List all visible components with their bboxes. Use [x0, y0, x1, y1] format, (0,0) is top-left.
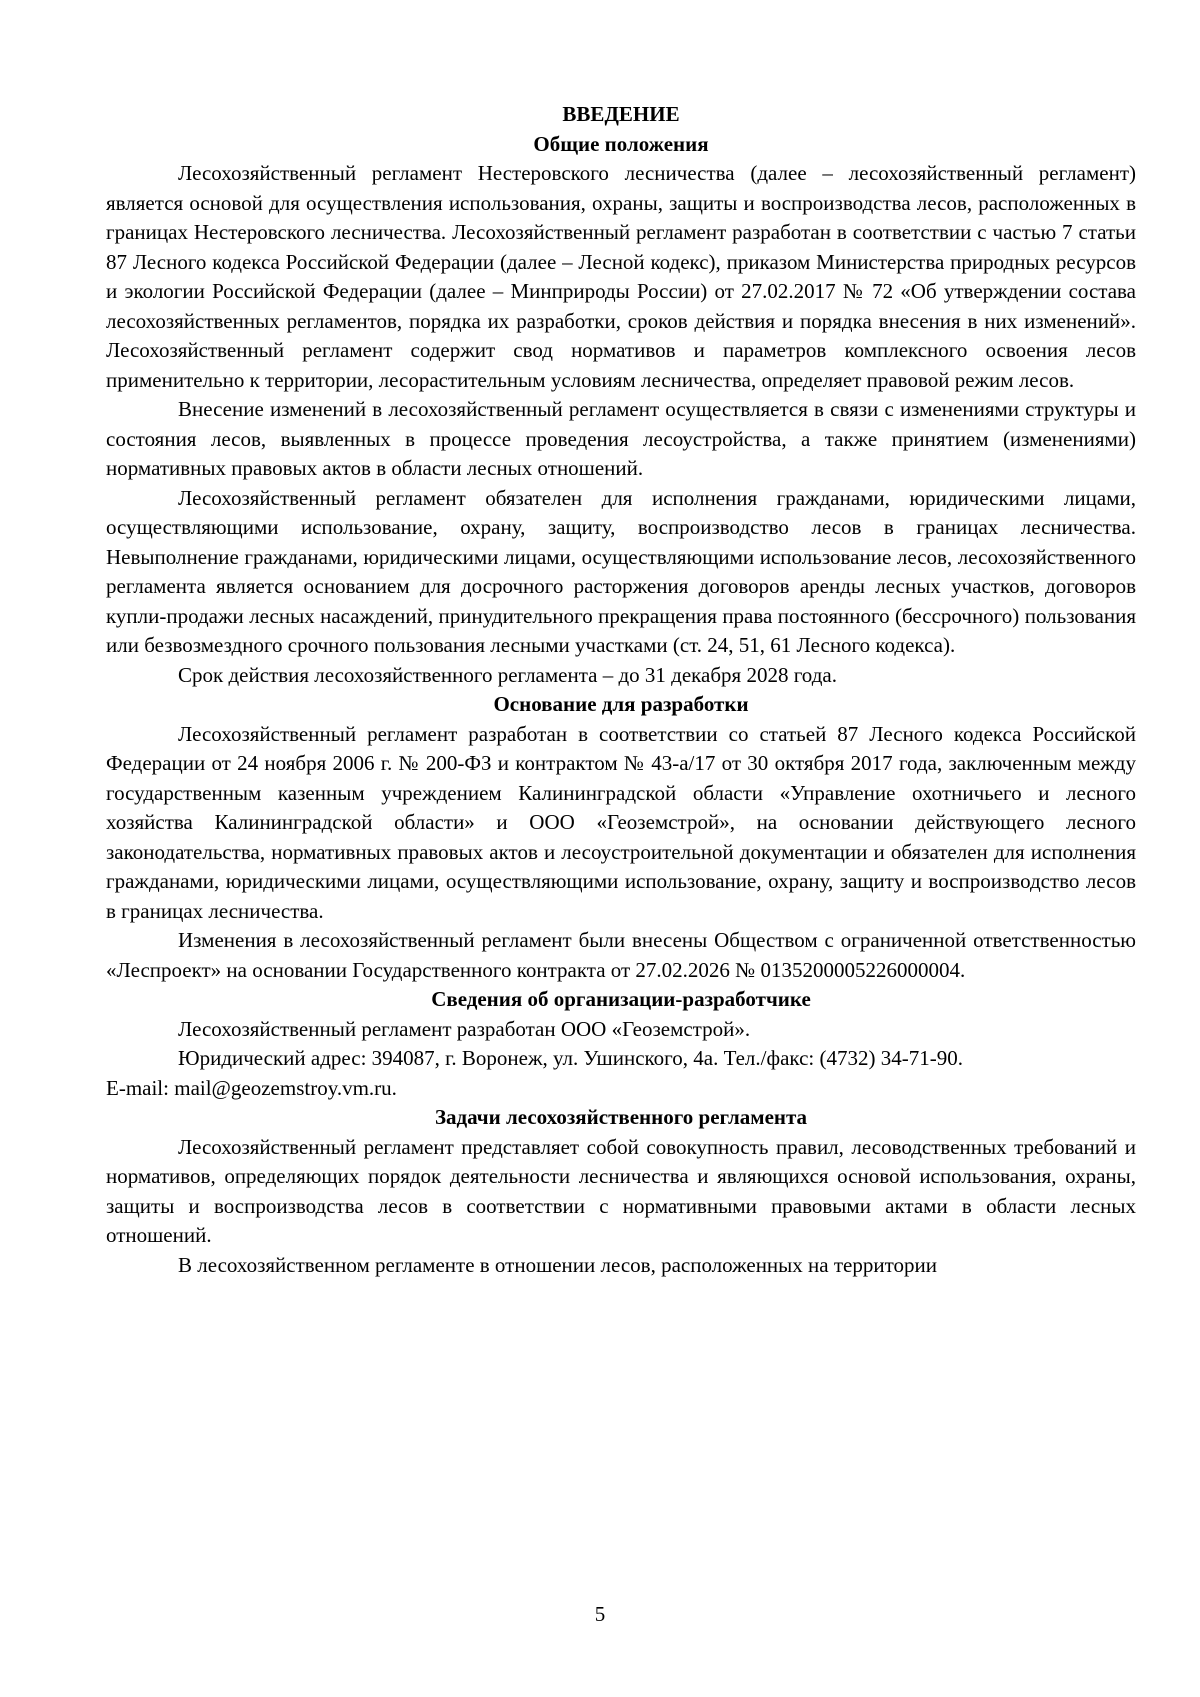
paragraph: Лесохозяйственный регламент разработан в соответствии со статьей 87 Лесного кодекса Российской Федерации от 24 ноября 2006 г. № 200-ФЗ и контрактом № 43-а/17 от 30 октября 2017 года, заключенным между государственным казенным учреждением Калининградской области «Управление охотничьего и лесного хозяйства Калининградской области» и ООО «Геоземстрой», на основании действующего лесного законодательства, нормативных правовых актов и лесоустроительной документации и обязателен для исполнения гражданами, юридическими лицами, осуществляющими использование, охрану, защиту и воспроизводство лесов в границах лесничества. [106, 721, 1136, 923]
section-heading-general: Общие положения [533, 131, 709, 156]
paragraph: Внесение изменений в лесохозяйственный регламент осуществляется в связи с изменениями структуры и состояния лесов, выявленных в процессе проведения лесоустройства, а также принятием (изменениями) нормативных правовых актов в области лесных отношений. [106, 397, 1136, 480]
paragraph: Юридический адрес: 394087, г. Воронеж, ул. Ушинского, 4а. Тел./факс: (4732) 34-71-90. [178, 1046, 963, 1070]
section-heading-tasks: Задачи лесохозяйственного регламента [434, 1105, 808, 1129]
paragraph: Срок действия лесохозяйственного регламента – до 31 декабря 2028 года. [178, 662, 837, 687]
paragraph: В лесохозяйственном регламенте в отношении лесов, расположенных на территории [178, 1252, 937, 1277]
email-line: E-mail: mail@geozemstroy.vm.ru. [106, 1075, 397, 1100]
section-heading-basis: Основание для разработки [493, 692, 749, 716]
page-number: 5 [594, 1602, 606, 1626]
section-heading-developer: Сведения об организации-разработчике [431, 987, 811, 1011]
document-title: ВВЕДЕНИЕ [562, 102, 680, 126]
page-content [106, 100, 1136, 1280]
paragraph: Лесохозяйственный регламент разработан ООО «Геоземстрой». [178, 1016, 751, 1041]
paragraph: Лесохозяйственный регламент Нестеровского лесничества (далее – лесохозяйственный регламент) является основой для осуществления использования, охраны, защиты и воспроизводства лесов, расположенных в границах Нестеровского лесничества. Лесохозяйственный регламент разработан в соответствии с частью 7 статьи 87 Лесного кодекса Российской Федерации (далее – Лесной кодекс), приказом Министерства природных ресурсов и экологии Российской Федерации (далее – Минприроды России) от 27.02.2017 № 72 «Об утверждении состава лесохозяйственных регламентов, порядка их разработки, сроков действия и порядка внесения в них изменений». Лесохозяйственный регламент содержит свод нормативов и параметров комплексного освоения лесов применительно к территории, лесорастительным условиям лесничества, определяет правовой режим лесов. [106, 161, 1136, 392]
paragraph: Изменения в лесохозяйственный регламент были внесены Обществом с ограниченной ответственностью «Леспроект» на основании Государственного контракта от 27.02.2026 № 0135200005226000004. [106, 928, 1136, 982]
paragraph: Лесохозяйственный регламент обязателен для исполнения гражданами, юридическими лицами, осуществляющими использование, охрану, защиту, воспроизводство лесов в границах лесничества. Невыполнение гражданами, юридическими лицами, осуществляющими использование лесов, лесохозяйственного регламента является основанием для досрочного расторжения договоров аренды лесных участков, договоров купли-продажи лесных насаждений, принудительного прекращения права постоянного (бессрочного) пользования или безвозмездного срочного пользования лесными участками (ст. 24, 51, 61 Лесного кодекса). [106, 485, 1136, 657]
paragraph: Лесохозяйственный регламент представляет собой совокупность правил, лесоводственных требований и нормативов, определяющих порядок деятельности лесничества и являющихся основой использования, охраны, защиты и воспроизводства лесов в соответствии с нормативными правовыми актами в области лесных отношений. [106, 1134, 1136, 1247]
